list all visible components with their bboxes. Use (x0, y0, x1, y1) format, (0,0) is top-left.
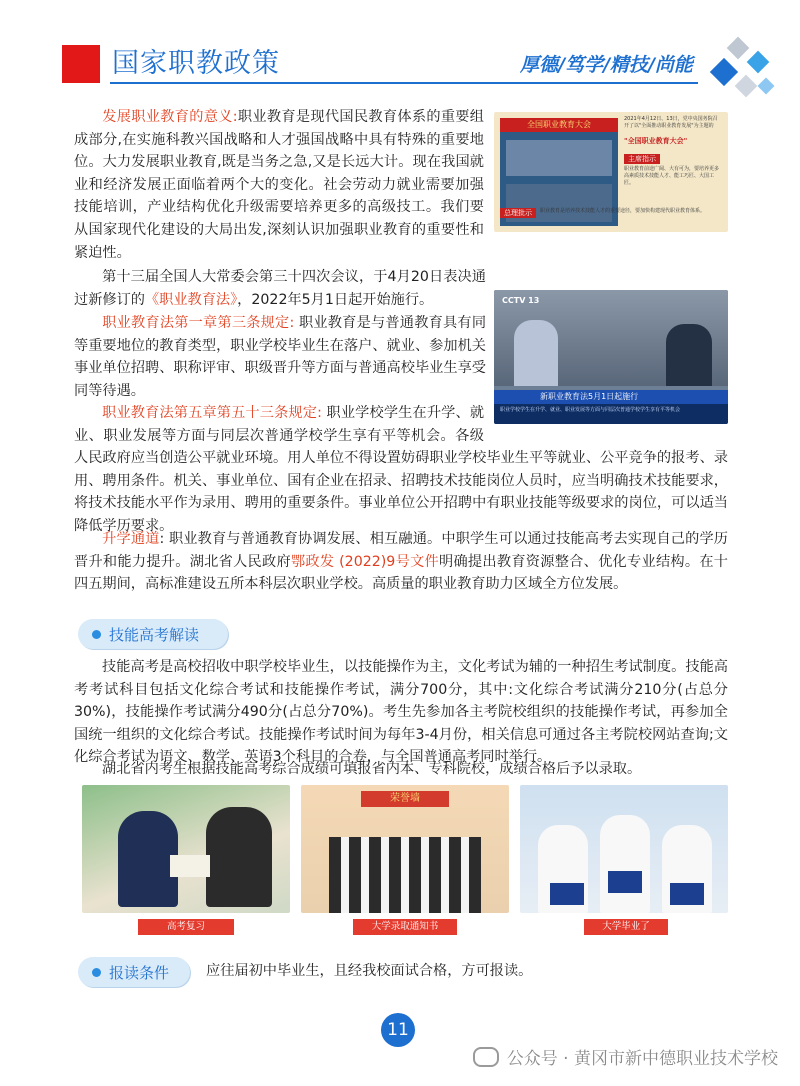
paragraph-significance (74, 106, 484, 264)
section-title-enrollment: 报读条件 (109, 963, 170, 982)
paragraph-advancement (74, 528, 728, 596)
bullet-icon (92, 968, 101, 977)
paragraph-law-article3 (74, 312, 486, 402)
paragraph-law-passed (74, 266, 486, 311)
text-admission: 湖北省内考生根据技能高考综合成绩可填报省内本、专科院校，成绩合格后予以录取。 (102, 761, 642, 777)
law-title: 《职业教育法》 (144, 291, 238, 308)
paragraph-skill-exam (74, 656, 728, 769)
tag-chairman: 主席指示 (624, 154, 660, 164)
text-advancement: : 职业教育与普通教育协调发展、相互融通。中职学生可以通过技能高考去实现自己的学历晋升和能力提升。湖北省人民政府 (74, 531, 728, 570)
conference-image (494, 112, 728, 232)
label-significance: 发展职业教育的意义: (102, 109, 238, 125)
photo-graduation (520, 785, 728, 933)
text-article3: 职业教育是与普通教育具有同等重要地位的教育类型，职业学校毕业生在落户、就业、参加机关事业单位招聘、职称评审、职级晋升等方面与普通高校毕业生享受同等待遇。 (74, 315, 487, 399)
page-title: 国家职教政策 (112, 48, 280, 79)
text-advancement-tail: 明确提出教育资源整合、优化专业结构。在十四五期间，高标准建设五所本科层次职业学校。高质量的职业教育助力区域全方位发展。 (74, 553, 728, 593)
text-skill-exam: 技能高考是高校招收中职学校毕业生，以技能操作为主，文化考试为辅的一种招生考试制度。技能高考考试科目包括文化综合考试和技能操作考试，满分700分，其中:文化综合考试满分210分(占总分30%)，技能操作考试满分490分(占总分70%)。考生先参加各主考院校组织的技能操作考试，再参加全国统一组织的文化综合考试。技能操作考试时间为每年3-4月份，相关信息可通过各主考院校网站查询;文化综合考试为语文、数学、英语3个科目的合卷，与全国普通高考同时举行。 (74, 659, 728, 766)
conference-highlight: "全国职业教育大会" (624, 137, 688, 145)
enrollment-conditions: 应往届初中毕业生，且经我校面试合格，方可报读。 (206, 963, 533, 979)
header-red-square (62, 45, 100, 83)
photo-exam-review (82, 785, 290, 933)
page-number: 11 (381, 1013, 415, 1047)
text-article53: 职业学校学生在升学、就业、职业发展等方面与同层次普通学校学生享有平等机会。各级人民政府应当创造公平就业环境。用人单位不得设置妨碍职业学校毕业生平等就业、公平竞争的报考、录用、聘用条件。机关、事业单位、国有企业在招录、招聘技术技能岗位人员时，应当明确技术技能要求，将技术技能水平作为录用、聘用的重要条件。事业单位公开招聘中有职业技能等级要求的岗位，可以适当降低学历要求。 (74, 405, 728, 534)
government-document: 鄂政发 (2022)9号文件 (290, 553, 439, 570)
section-title-skill-exam: 技能高考解读 (109, 625, 200, 644)
tag-premier-text: 职业教育是培养技术技能人才的重要途径，要加快构建现代职业教育体系。 (540, 208, 706, 214)
tag-premier: 总理批示 (500, 208, 536, 218)
conference-caption: 2021年4月12日、13日，党中央国务院召开了以"全面推动职业教育发展"为主题的 (624, 116, 718, 129)
header-decoration (700, 40, 780, 110)
text-law-date: ，2022年5月1日起开始施行。 (237, 291, 434, 308)
caption-graduation: 大学毕业了 (584, 919, 668, 935)
news-subticker: 职业学校学生在升学、就业、职业发展等方面与同层次普通学校学生享有平等机会 (494, 404, 728, 424)
paragraph-law-article53 (74, 402, 728, 538)
paragraph-admission (74, 758, 728, 781)
bullet-icon (92, 630, 101, 639)
photo-admission-letter (301, 785, 509, 933)
section-header-skill-exam (78, 619, 228, 649)
caption-exam-review: 高考复习 (138, 919, 234, 935)
conference-banner: 全国职业教育大会 (500, 118, 618, 132)
watermark-text: 公众号 · 黄冈市新中德职业技术学校 (506, 1049, 778, 1069)
text-significance: 职业教育是现代国民教育体系的重要组成部分,在实施科教兴国战略和人才强国战略中具有特殊的重要地位。大力发展职业教育,既是当务之急,又是长远大计。现在我国就业和经济发展正面临着两个大的变化。社会劳动力就业需要加强技能培训，产业结构优化升级需要培养更多的高级技工。我们要从国家现代化建设的大局出发,深刻认识加强职业教育的重要性和紧迫性。 (74, 109, 484, 261)
section-header-enrollment (78, 957, 190, 987)
header-rule (110, 82, 698, 84)
tv-logo: CCTV 13 (502, 296, 540, 305)
caption-admission-letter: 大学录取通知书 (353, 919, 457, 935)
news-ticker: 新职业教育法5月1日起施行 (494, 390, 728, 404)
wechat-icon (473, 1047, 499, 1067)
label-advancement: 升学通道 (102, 531, 160, 547)
label-article3: 职业教育法第一章第三条规定: (102, 315, 295, 331)
watermark (473, 1044, 778, 1069)
text-law-passed: 第十三届全国人大常委会第三十四次会议，于4月20日表决通过新修订的 (74, 269, 486, 308)
tag-chairman-text: 职业教育前途广阔、大有可为，要培养更多高素质技术技能人才、能工巧匠、大国工匠。 (624, 166, 720, 186)
honor-wall-banner: 荣誉墙 (361, 791, 449, 807)
school-slogan: 厚德/笃学/精技/尚能 (520, 54, 693, 76)
label-article53: 职业教育法第五章第五十三条规定: (102, 405, 322, 421)
